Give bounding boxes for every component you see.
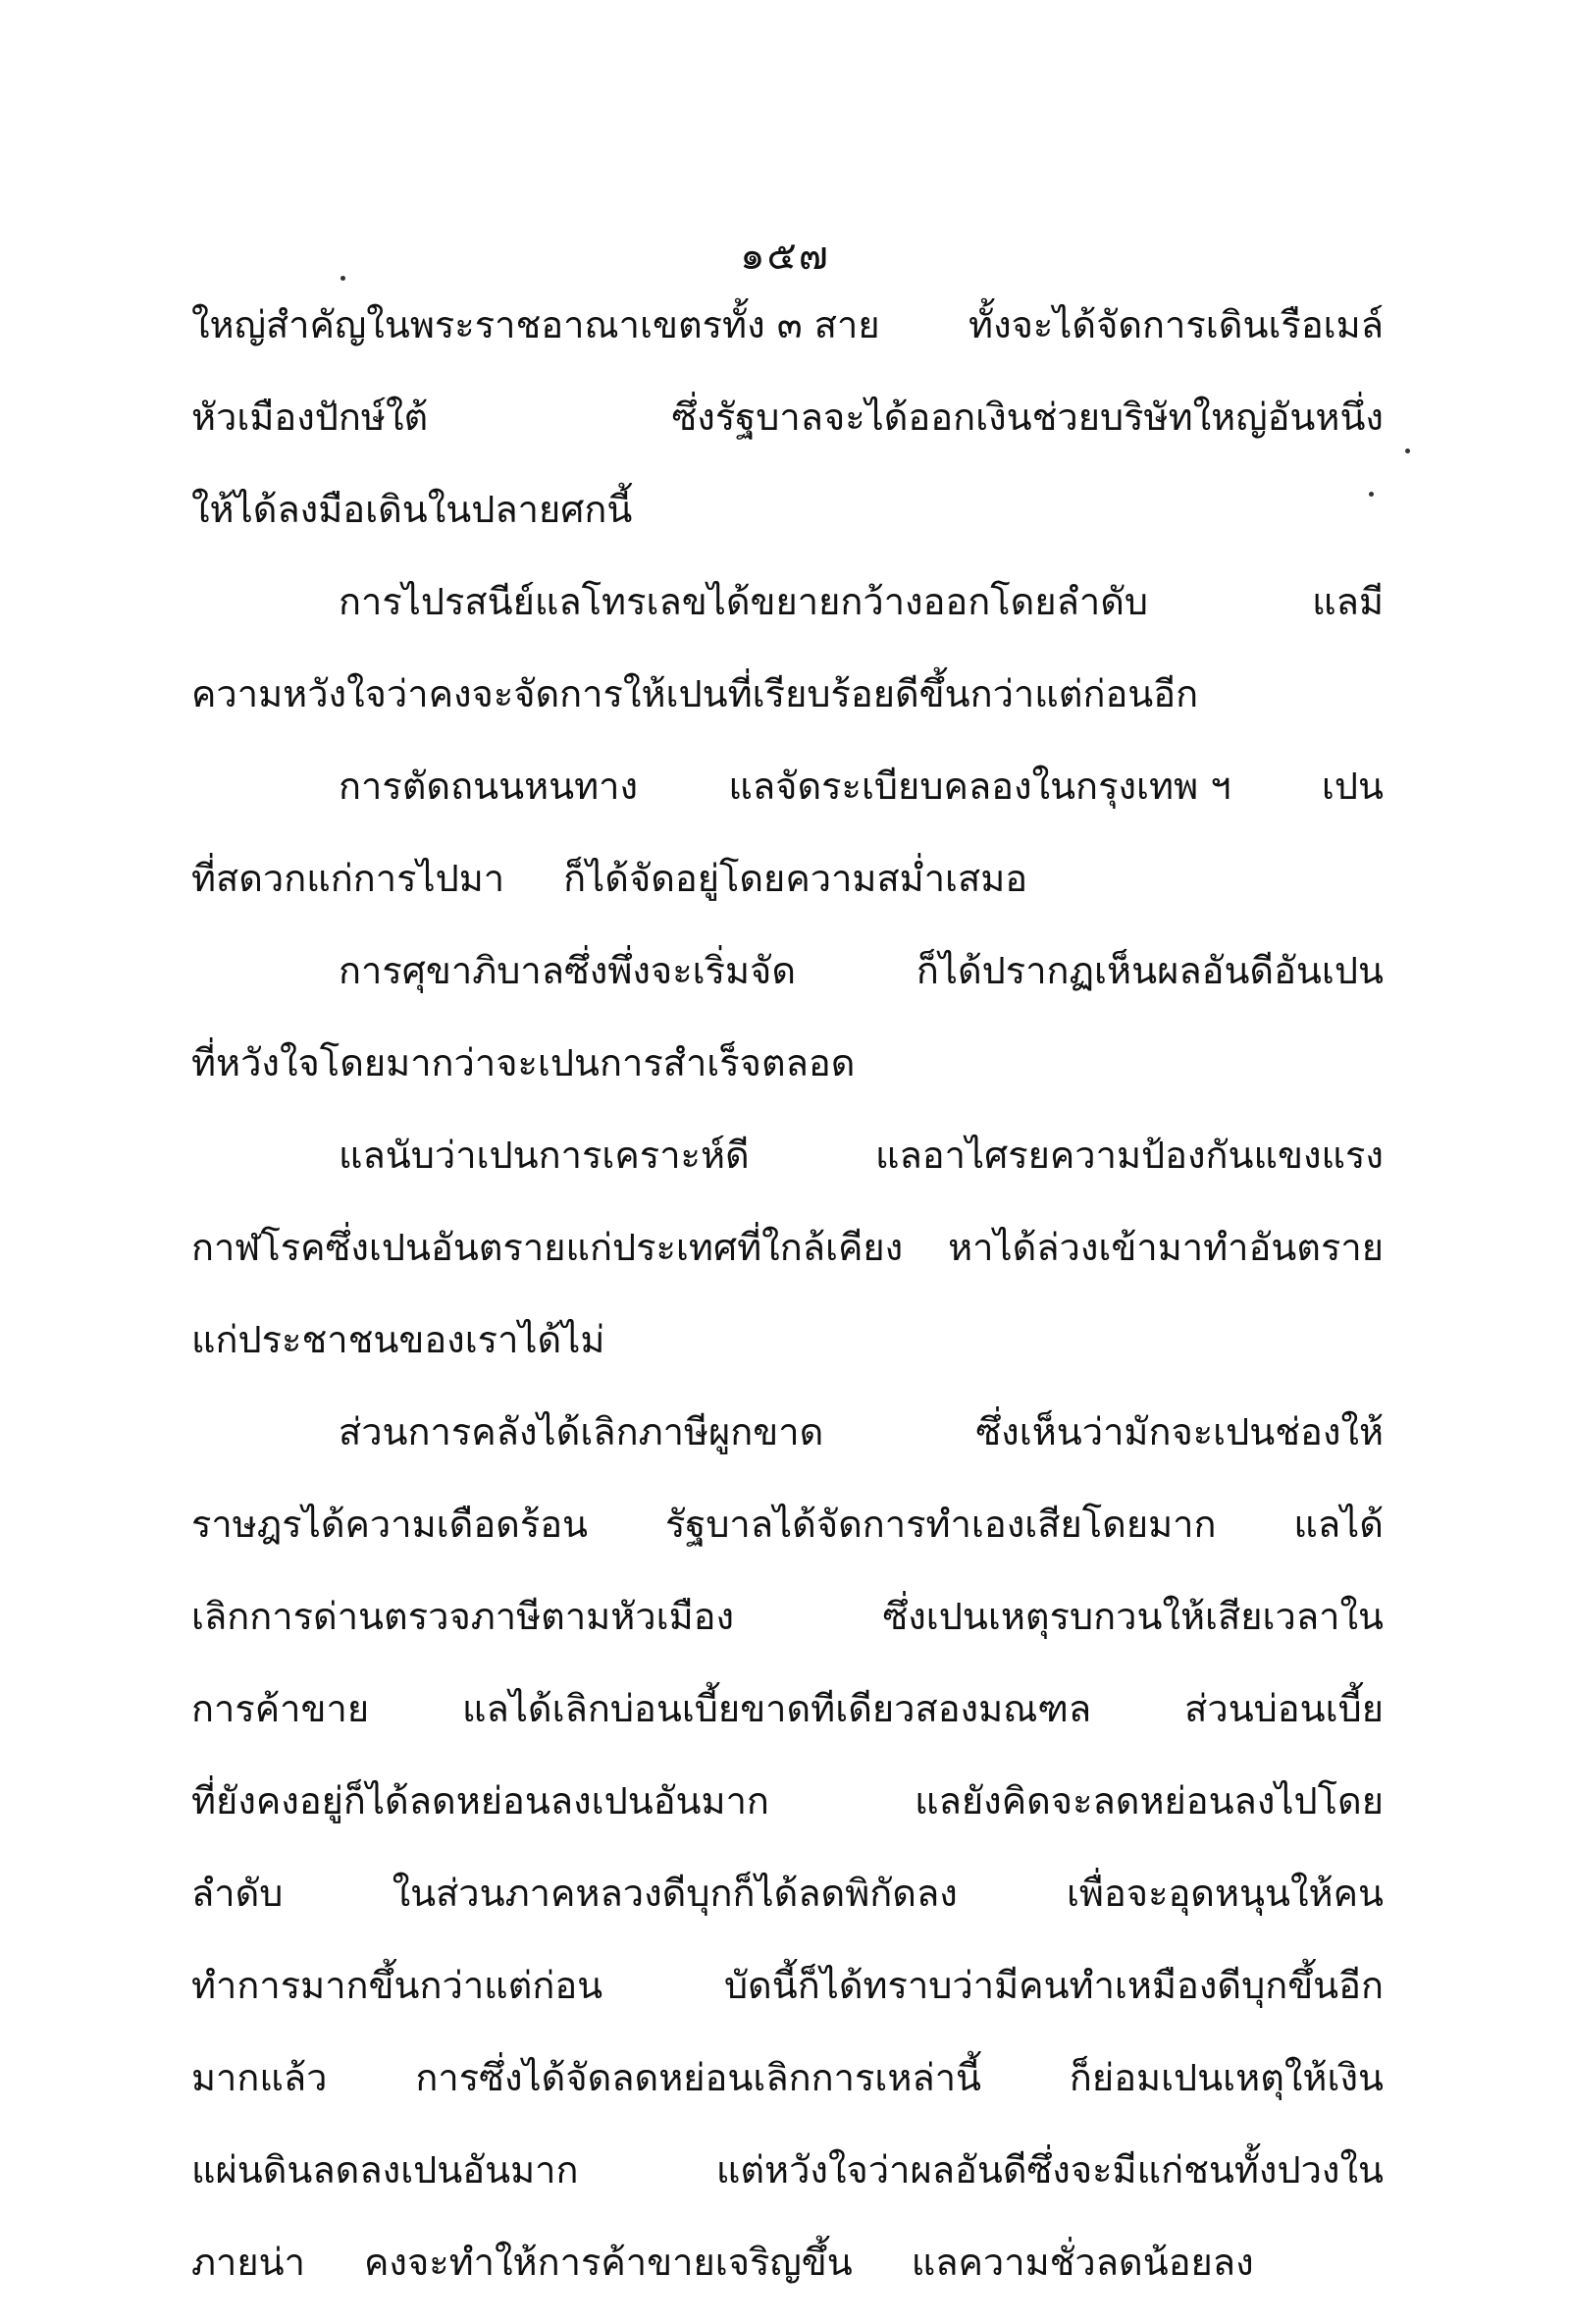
text-line	[191, 1032, 1384, 1125]
text-segment: รัฐบาลได้จัดการทำเองเสียโดยมาก	[664, 1503, 1217, 1546]
page-number: ๑๕๗	[740, 234, 830, 279]
text-segment: ที่สดวกแก่การไปมา	[191, 857, 505, 900]
text-line	[191, 479, 1384, 571]
text-segment: แลยังคิดจะลดหย่อนลงไปโดย	[915, 1779, 1384, 1822]
text-segment: ใหญ่สำคัญในพระราชอาณาเขตรทั้ง ๓ สาย	[191, 303, 880, 346]
text-line	[191, 1678, 1384, 1770]
text-line	[191, 1586, 1384, 1678]
text-line	[191, 294, 1384, 387]
text-segment: หาได้ล่วงเข้ามาทำอันตราย	[948, 1226, 1384, 1269]
text-segment: คงจะทำให้การค้าขายเจริญขึ้น	[363, 2241, 853, 2284]
text-segment: ก็ได้ปรากฏเห็นผลอันดีอันเปน	[916, 949, 1384, 992]
text-line	[191, 1863, 1384, 1955]
text-segment: แลจัดระเบียบคลองในกรุงเทพ ฯ	[728, 765, 1231, 808]
text-segment: ส่วนบ่อนเบี้ย	[1184, 1687, 1384, 1730]
text-segment: ภายน่า	[191, 2241, 305, 2284]
text-segment: แลความชั่วลดน้อยลง	[911, 2241, 1254, 2284]
text-line	[191, 2139, 1384, 2232]
text-line	[191, 663, 1384, 756]
text-segment: ทำการมากขึ้นกว่าแต่ก่อน	[191, 1964, 603, 2007]
text-segment: ที่ยังคงอยู่ก็ได้ลดหย่อนลงเปนอันมาก	[191, 1779, 769, 1822]
text-segment: ให้ได้ลงมือเดินในปลายศกนี้	[191, 488, 633, 531]
text-segment: การค้าขาย	[191, 1687, 370, 1730]
text-segment: มากแล้ว	[191, 2056, 328, 2099]
text-segment: ที่หวังใจโดยมากว่าจะเปนการสำเร็จตลอด	[191, 1041, 856, 1084]
text-line	[191, 2232, 1384, 2324]
text-segment: ลำดับ	[191, 1872, 284, 1915]
text-segment: ราษฎรได้ความเดือดร้อน	[191, 1503, 589, 1546]
text-line	[191, 756, 1384, 848]
text-segment: ซึ่งเห็นว่ามักจะเปนช่องให้	[975, 1410, 1384, 1453]
text-segment: แลอาไศรยความป้องกันแขงแรง	[875, 1134, 1384, 1177]
text-segment: กาฬโรคซึ่งเปนอันตรายแก่ประเทศที่ใกล้เคียง	[191, 1226, 904, 1269]
text-segment: เปน	[1321, 765, 1384, 808]
text-segment: แลได้เลิกบ่อนเบี้ยขาดทีเดียวสองมณฑล	[462, 1687, 1092, 1730]
scan-speck	[1405, 449, 1410, 453]
text-segment: ทั้งจะได้จัดการเดินเรือเมล์	[968, 303, 1384, 346]
text-line	[191, 2047, 1384, 2139]
text-line	[191, 1494, 1384, 1586]
text-line	[191, 1125, 1384, 1217]
text-segment: หัวเมืองปักษ์ใต้	[191, 396, 429, 439]
text-line	[191, 1401, 1384, 1494]
text-segment: แต่หวังใจว่าผลอันดีซึ่งจะมีแก่ชนทั้งปวงใน	[715, 2148, 1384, 2192]
text-segment: แลได้	[1293, 1503, 1384, 1546]
text-line	[191, 571, 1384, 663]
scan-speck	[1369, 492, 1374, 497]
text-segment: แผ่นดินลดลงเปนอันมาก	[191, 2148, 579, 2192]
text-segment: แลมี	[1312, 580, 1384, 623]
text-segment: การซึ่งได้จัดลดหย่อนเลิกการเหล่านี้	[415, 2056, 982, 2099]
text-segment: ก็ได้จัดอยู่โดยความสม่ำเสมอ	[563, 857, 1028, 900]
text-segment: แก่ประชาชนของเราได้ไม่	[191, 1318, 605, 1361]
text-segment: เลิกการด่านตรวจภาษีตามหัวเมือง	[191, 1595, 735, 1638]
text-line	[191, 940, 1384, 1032]
text-segment: ก็ย่อมเปนเหตุให้เงิน	[1069, 2056, 1384, 2099]
text-line	[191, 387, 1384, 479]
scan-speck	[340, 276, 345, 281]
text-segment: ซึ่งรัฐบาลจะได้ออกเงินช่วยบริษัทใหญ่อันหนึ่ง	[671, 396, 1384, 439]
text-segment: ซึ่งเปนเหตุรบกวนให้เสียเวลาใน	[882, 1595, 1384, 1638]
text-segment: ส่วนการคลังได้เลิกภาษีผูกขาด	[339, 1410, 824, 1453]
body-text	[191, 294, 1384, 2324]
text-line	[191, 1309, 1384, 1401]
text-line	[191, 1955, 1384, 2047]
text-segment: การตัดถนนหนทาง	[339, 765, 639, 808]
text-segment: การศุขาภิบาลซึ่งพึ่งจะเริ่มจัด	[339, 949, 797, 992]
text-segment: แลนับว่าเปนการเคราะห์ดี	[339, 1134, 750, 1177]
text-segment: ความหวังใจว่าคงจะจัดการให้เปนที่เรียบร้อยดีขึ้นกว่าแต่ก่อนอีก	[191, 672, 1199, 715]
text-segment: บัดนี้ก็ได้ทราบว่ามีคนทำเหมืองดีบุกขึ้นอีก	[723, 1964, 1384, 2007]
text-line	[191, 848, 1384, 940]
text-segment: ในส่วนภาคหลวงดีบุกก็ได้ลดพิกัดลง	[392, 1872, 958, 1915]
text-segment: เพื่อจะอุดหนุนให้คน	[1066, 1872, 1384, 1915]
text-line	[191, 1217, 1384, 1309]
text-line	[191, 1770, 1384, 1863]
text-segment: การไปรสนีย์แลโทรเลขได้ขยายกว้างออกโดยลำดับ	[339, 580, 1149, 623]
